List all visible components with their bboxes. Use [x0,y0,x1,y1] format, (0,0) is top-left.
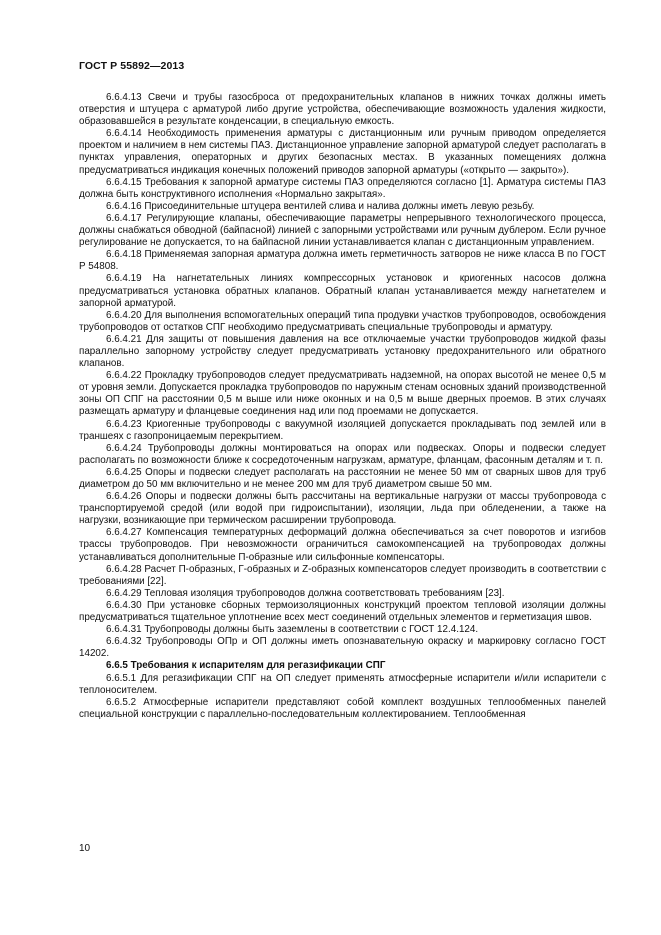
paragraph: 6.6.4.30 При установке сборных термоизоляционных конструкций проектом тепловой изоляции должны предусматриваться тщательное уплотнение всех мест соединений отдельных элементов и герметизация швов. [79,599,606,624]
paragraph: 6.6.4.16 Присоединительные штуцера вентилей слива и налива должны иметь левую резьбу. [106,200,535,212]
paragraph: 6.6.4.19 На нагнетательных линиях компрессорных установок и криогенных насосов должна предусматриваться установка обратных клапанов. Обратный клапан устанавливается между нагнетателем и запорной арматурой. [79,273,606,309]
paragraph: 6.6.5.2 Атмосферные испарители представляют собой комплект воздушных теплообменных панелей специальной конструкции с параллельно-последовательным коллектированием. Теплообменная [79,696,606,720]
paragraph: 6.6.4.24 Трубопроводы должны монтироваться на опорах или подвесках. Опоры и подвески следует располагать по возможности ближе к сосредоточенным нагрузкам, арматуре, фланцам, фасонным деталям и т. п. [79,442,606,466]
page-header: ГОСТ Р 55892—2013 [79,60,185,72]
paragraph: 6.6.4.26 Опоры и подвески должны быть рассчитаны на вертикальные нагрузки от массы трубопровода с транспортируемой средой (или водой при гидроиспытании), изоляции, льда при обледенении, а также на нагрузки, возникающие при термическом расширении трубопровода. [79,491,606,527]
section-heading: 6.6.5 Требования к испарителям для регазификации СПГ [106,660,386,672]
document-body [79,92,606,721]
paragraph: 6.6.4.29 Тепловая изоляция трубопроводов должна соответствовать требованиям [23]. [106,587,505,599]
paragraph: 6.6.4.27 Компенсация температурных деформаций должна обеспечиваться за счет поворотов и изгибов трассы трубопроводов. При невозможности ограничиться самокомпенсацией на трубопроводах должны устанавливаться дополнительные П-образные или сильфонные компенсаторы. [79,527,606,563]
paragraph: 6.6.4.20 Для выполнения вспомогательных операций типа продувки участков трубопроводов, освобождения трубопроводов от остатков СПГ необходимо предусматривать специальные трубопроводы и арматуру. [79,309,606,333]
paragraph: 6.6.5.1 Для регазификации СПГ на ОП следует применять атмосферные испарители и/или испарители с теплоносителем. [79,672,606,696]
page-number: 10 [79,843,91,854]
paragraph: 6.6.4.13 Свечи и трубы газосброса от предохранительных клапанов в нижних точках должны иметь отверстия и штуцера с арматурой либо другие устройства, обеспечивающие возможность удаления жидкости, образовавшейся в результате конденсации, в специальную емкость. [79,92,606,128]
paragraph: 6.6.4.25 Опоры и подвески следует располагать на расстоянии не менее 50 мм от сварных швов для труб диаметром до 50 мм включительно и не менее 200 мм для труб диаметром свыше 50 мм. [79,466,606,490]
paragraph: 6.6.4.17 Регулирующие клапаны, обеспечивающие параметры непрерывного технологического процесса, должны снабжаться обводной (байпасной) линией с запорными устройствами или ручным дублером. Если ручное регулирование не допускается, то на байпасной линии устанавливается клапан с дистанционным управлением. [79,212,606,249]
paragraph: 6.6.4.28 Расчет П-образных, Г-образных и Z-образных компенсаторов следует производить в соответствии с требованиями [22]. [79,563,606,587]
paragraph: 6.6.4.32 Трубопроводы ОПр и ОП должны иметь опознавательную окраску и маркировку согласно ГОСТ 14202. [79,636,606,660]
paragraph: 6.6.4.15 Требования к запорной арматуре системы ПАЗ определяются согласно [1]. Арматура системы ПАЗ должна быть конструктивного исполнения «Нормально закрытая». [79,176,606,200]
paragraph: 6.6.4.21 Для защиты от повышения давления на все отключаемые участки трубопроводов жидкой фазы параллельно запорному устройству следует предусматривать установку предохранительного или обратного клапанов. [79,333,606,370]
paragraph: 6.6.4.18 Применяемая запорная арматура должна иметь герметичность затворов не ниже класса В по ГОСТ Р 54808. [79,249,606,273]
paragraph: 6.6.4.14 Необходимость применения арматуры с дистанционным или ручным приводом определяется проектом и наличием в нем системы ПАЗ. Дистанционное управление запорной арматурой следует располагать в пунктах управления, операторных и других безопасных местах. В указанных помещениях должна предусматриваться индикация конечных положений приводов запорной арматуры («открыто — закрыто»). [79,128,606,176]
paragraph: 6.6.4.22 Прокладку трубопроводов следует предусматривать надземной, на опорах высотой не менее 0,5 м от уровня земли. Допускается прокладка трубопроводов по наружным стенам основных зданий производственной зоны ОП СПГ на расстоянии 0,5 м выше или ниже оконных и на 0,5 м выше дверных проемов. В этих случаях размещать арматуру и фланцевые соединения над или под проемами не допускается. [79,370,606,418]
paragraph: 6.6.4.31 Трубопроводы должны быть заземлены в соответствии с ГОСТ 12.4.124. [106,624,479,636]
paragraph: 6.6.4.23 Криогенные трубопроводы с вакуумной изоляцией допускается прокладывать под землей или в траншеях с газопроницаемым перекрытием. [79,418,606,442]
